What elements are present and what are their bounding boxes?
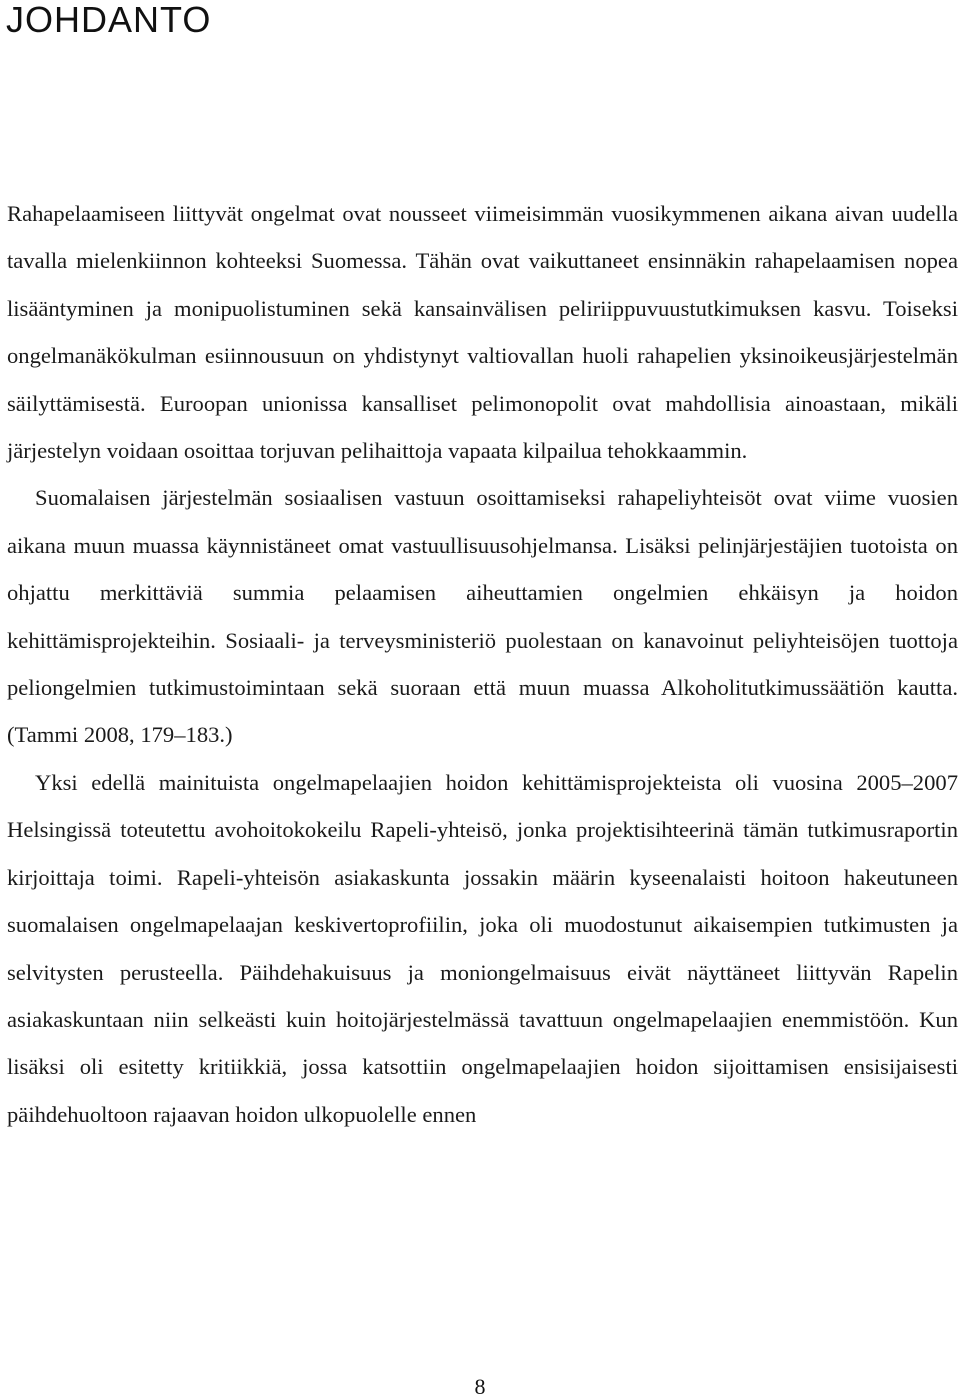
body-text [7, 190, 958, 1138]
page-number: 8 [474, 1374, 486, 1399]
paragraph-1: Rahapelaamiseen liittyvät ongelmat ovat nousseet viimeisimmän vuosikymmenen aikana aivan uudella tavalla mielenkiinnon kohteeksi Suomessa. Tähän ovat vaikuttaneet ensinnäkin rahapelaamisen nopea lisääntyminen ja monipuolistuminen sekä kansainvälisen peliriippuvuustutkimuksen kasvu. Toiseksi ongelmanäkökulman esiinnousuun on yhdistynyt valtiovallan huoli rahapelien yksinoikeusjärjestelmän säilyttämisestä. Euroopan unionissa kansalliset pelimonopolit ovat mahdollisia ainoastaan, mikäli järjestelyn voidaan osoittaa torjuvan pelihaittoja vapaata kilpailua tehokkaammin. [7, 201, 958, 464]
paragraph-2: Suomalaisen järjestelmän sosiaalisen vastuun osoittamiseksi rahapeliyhteisöt ovat viime vuosien aikana muun muassa käynnistäneet omat vastuullisuusohjelmansa. Lisäksi pelinjärjestäjien tuotoista on ohjattu merkittäviä summia pelaamisen aiheuttamien ongelmien ehkäisyn ja hoidon kehittämisprojekteihin. Sosiaali- ja terveysministeriö puolestaan on kanavoinut peliyhteisöjen tuottoja peliongelmien tutkimustoimintaan sekä suoraan että muun muassa Alkoholitutkimussäätiön kautta. (Tammi 2008, 179–183.) [7, 485, 958, 748]
paragraph-3: Yksi edellä mainituista ongelmapelaajien hoidon kehittämisprojekteista oli vuosina 2005–2007 Helsingissä toteutettu avohoitokokeilu Rapeli-yhteisö, jonka projektisihteerinä tämän tutkimusraportin kirjoittaja toimi. Rapeli-yhteisön asiakaskunta jossakin määrin kyseenalaisti hoitoon hakeutuneen suomalaisen ongelmapelaajan keskivertoprofiilin, joka oli muodostunut aikaisempien tutkimusten ja selvitysten perusteella. Päihdehakuisuus ja moniongelmaisuus eivät näyttäneet liittyvän Rapelin asiakaskuntaan niin selkeästi kuin hoitojärjestelmässä tavattuun ongelmapelaajien enemmistöön. Kun lisäksi oli esitetty kritiikkiä, jossa katsottiin ongelmapelaajien hoidon sijoittamisen ensisijaisesti päihdehuoltoon rajaavan hoidon ulkopuolelle ennen [7, 769, 958, 1127]
chapter-heading: JOHDANTO [6, 0, 212, 40]
